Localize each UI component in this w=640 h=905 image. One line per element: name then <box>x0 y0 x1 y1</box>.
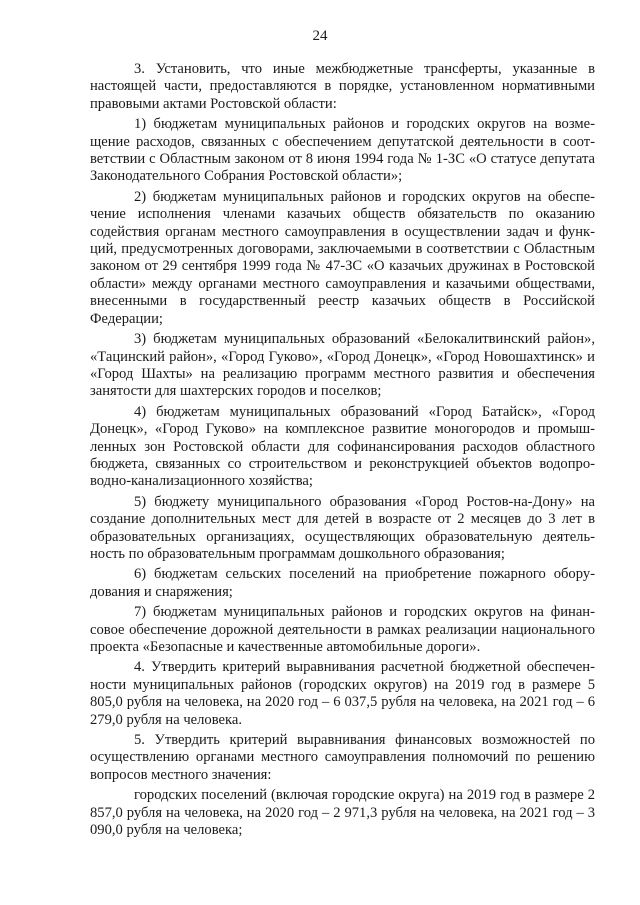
paragraph-subitem-1: 1) бюджетам муниципальных районов и городских округов на возмещение расходов, связанных с обеспечением депутатской деятельности в соответствии с Областным законом от 8 июня 1994 года № 1-ЗС «О статусе депутата Законодательного Собрания Ростовской области»; <box>90 116 595 185</box>
paragraph-subitem-7: 7) бюджетам муниципальных районов и городских округов на финансовое обеспечение дорожной деятельности в рамках реализации национального проекта «Безопасные и качественные автомобильные дороги». <box>90 604 595 655</box>
page-number: 24 <box>312 28 328 44</box>
document-body <box>90 61 595 842</box>
paragraph-item-5: 5. Утвердить критерий выравнивания финансовых возможностей по осуществлению органами местного самоуправления полномочий по решению вопросов местного значения: <box>90 732 595 783</box>
paragraph-subitem-3: 3) бюджетам муниципальных образований «Белокалитвинский район», «Тацинский район», «Город Гуково», «Город Донецк», «Город Новошахтинск» и «Город Шахты» на реализацию программ местного развития и обеспечения занятости для шахтерских городов и поселков; <box>90 331 595 400</box>
paragraph-subitem-2: 2) бюджетам муниципальных районов и городских округов на обеспечение исполнения членами казачьих обществ обязательств по оказанию содействия органам местного самоуправления в осуществлении задач и функций, предусмотренных договорами, заключаемыми в соответствии с Областным законом от 29 сентября 1999 года № 47-ЗС «О казачьих дружинах в Ростовской области» между органами местного самоуправления и казачьими обществами, внесенными в государственный реестр казачьих обществ в Российской Федерации; <box>90 188 595 327</box>
paragraph-urban-settlements: городских поселений (включая городские округа) на 2019 год в размере 2 857,0 рубля на человека, на 2020 год – 2 971,3 рубля на человека, на 2021 год – 3 090,0 рубля на человека; <box>90 787 595 839</box>
paragraph-subitem-5: 5) бюджету муниципального образования «Город Ростов-на-Дону» на создание дополнительных мест для детей в возрасте от 2 месяцев до 3 лет в образовательных организациях, осуществляющих образовательную деятельность по образовательным программам дошкольного образования; <box>90 493 595 562</box>
paragraph-subitem-4: 4) бюджетам муниципальных образований «Город Батайск», «Город Донецк», «Город Гуково» на комплексное развитие моногородов и промышленных зон Ростовской области для софинансирования расходов областного бюджета, связанных со строительством и реконструкцией объектов водопроводно-канализационного хозяйства; <box>90 403 595 490</box>
paragraph-subitem-6: 6) бюджетам сельских поселений на приобретение пожарного оборудования и снаряжения; <box>90 566 595 600</box>
paragraph-item-3: 3. Установить, что иные межбюджетные трансферты, указанные в настоящей части, предоставляются в порядке, установленном нормативными правовыми актами Ростовской области: <box>90 61 595 112</box>
paragraph-item-4: 4. Утвердить критерий выравнивания расчетной бюджетной обеспеченности муниципальных районов (городских округов) на 2019 год в размере 5 805,0 рубля на человека, на 2020 год – 6 037,5 рубля на человека, на 2021 год – 6 279,0 рубля на человека. <box>90 659 595 728</box>
